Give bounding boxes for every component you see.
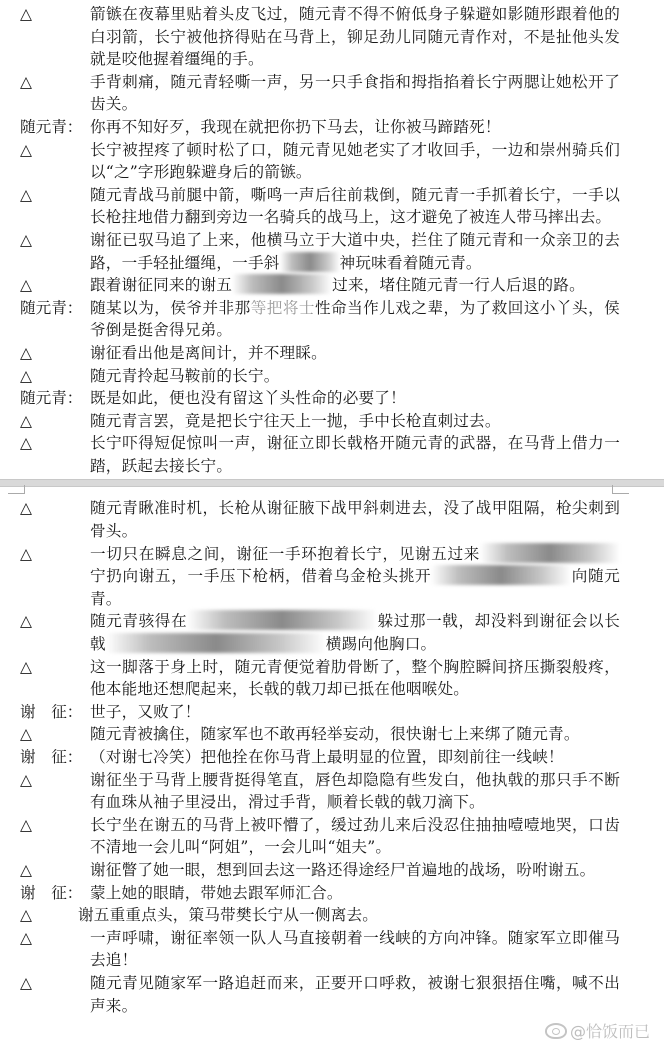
- action-marker-icon: △: [20, 434, 32, 453]
- dialogue-line: [0, 746, 620, 769]
- action-line: [0, 859, 620, 882]
- line-text: 宁扔向谢五，一手压下枪柄，借着乌金枪头挑开: [90, 567, 432, 586]
- action-marker-icon: △: [20, 499, 32, 518]
- line-text: 随元青被擒住，随家军也不敢再轻举妄动，很快谢七上来绑了随元青。: [90, 725, 580, 744]
- line-text: 一切只在瞬息之间，谢征一手环抱着长宁，见谢五过来: [90, 544, 480, 563]
- line-text: 长宁被捏疼了顿时松了口，随元青见她老实了才收回手，一边和崇州骑兵们以“之”字形跑躲避身后的箭镞。: [90, 140, 620, 182]
- line-text: 跟着谢征同来的谢五: [90, 276, 233, 295]
- line-text: 手背刺痛，随元青轻嘶一声，另一只手食指和拇指掐着长宁两腮让她松开了齿关。: [90, 72, 620, 114]
- line-text: 箭镞在夜幕里贴着头皮飞过，随元青不得不俯低身子躲避如影随形跟着他的白羽箭，长宁被他挤得贴在马背上，铆足劲儿同随元青作对，不是扯他头发就是咬他握着缰绳的手。: [90, 5, 620, 69]
- dialogue-line: [0, 387, 620, 410]
- action-line: [0, 927, 620, 972]
- action-marker-icon: △: [20, 276, 32, 295]
- line-text: 谢征瞥了她一眼，想到回去这一路还得途经尸首遍地的战场，吩咐谢五。: [90, 860, 596, 879]
- speaker-label: 谢 征：: [20, 702, 83, 721]
- line-text: 谢征已驭马追了上来，他横马立于大道中央，拦住了随元青和一众亲卫的去路，一手轻扯缰绳，一手斜: [90, 230, 620, 272]
- line-text: 谢征看出他是离间计，并不理睬。: [90, 343, 327, 362]
- redacted-blur: [232, 274, 332, 294]
- line-text: 向随元青。: [90, 567, 620, 608]
- action-line: [0, 274, 620, 297]
- action-marker-icon: △: [20, 770, 32, 789]
- action-line: [0, 3, 620, 71]
- action-marker-icon: △: [20, 725, 32, 744]
- action-line: [0, 904, 620, 927]
- line-text: 你再不知好歹，我现在就把你扔下马去，让你被马蹄踏死！: [90, 117, 501, 136]
- action-line: [0, 229, 620, 274]
- dialogue-line: [0, 116, 620, 139]
- line-text: 躲过那一戟，却没料到谢征会以长戟: [90, 612, 620, 654]
- line-text: 随元青言罢，竟是把长宁往天上一抛，手中长枪直刺过去。: [90, 411, 501, 430]
- document-page-1: [0, 0, 664, 477]
- line-text: 随元青见随家军一路追赶而来，正要开口呼救，被谢七狠狠捂住嘴，喊不出声来。: [90, 973, 620, 1015]
- line-text: 性命当作儿戏之辈，为了救回这小丫头，侯爷倒是挺舍得兄弟。: [90, 298, 620, 340]
- speaker-label: 随元青：: [20, 117, 83, 136]
- action-line: [0, 71, 620, 116]
- dialogue-line: [0, 297, 620, 342]
- faded-text: 等把将士: [250, 298, 315, 317]
- speaker-label: 随元青：: [20, 298, 83, 317]
- speaker-label: 谢 征：: [20, 748, 83, 766]
- watermark: [0, 1017, 650, 1046]
- line-text: 神玩味看着随元青。: [339, 253, 482, 272]
- redacted-blur: [480, 543, 620, 563]
- line-text: （对谢七冷笑）把他拴在你马背上最明显的位置，即刻前往一线峡！: [90, 748, 564, 766]
- action-marker-icon: △: [20, 185, 32, 204]
- action-line: [0, 365, 620, 388]
- line-text: 随元青拎起马鞍前的长宁。: [90, 366, 280, 385]
- action-marker-icon: △: [20, 343, 32, 362]
- action-line: [0, 814, 620, 859]
- document-page-2: [0, 493, 664, 1017]
- line-text: 世子，又败了！: [90, 702, 201, 721]
- action-line: [0, 342, 620, 365]
- action-line: [0, 139, 620, 184]
- line-text: 横踢向他胸口。: [325, 635, 437, 654]
- action-marker-icon: △: [20, 657, 32, 676]
- action-marker-icon: △: [20, 366, 32, 385]
- redacted-blur: [187, 610, 377, 630]
- action-line: [0, 543, 620, 611]
- redacted-blur: [431, 565, 571, 585]
- action-marker-icon: △: [20, 72, 32, 91]
- action-line: [0, 972, 620, 1017]
- action-marker-icon: △: [20, 140, 32, 159]
- action-line: [0, 769, 620, 814]
- action-marker-icon: △: [20, 544, 32, 563]
- line-text: 谢征坐于马背上腰背挺得笔直，唇色却隐隐有些发白，他执戟的那只手不断有血珠从袖子里浸出，滑过手背，顺着长戟的戟刀滴下。: [90, 770, 620, 812]
- action-line: [0, 610, 620, 655]
- redacted-blur: [280, 252, 340, 272]
- redacted-blur: [106, 633, 326, 653]
- action-line: [0, 497, 620, 542]
- action-marker-icon: △: [20, 860, 32, 879]
- action-line: [0, 432, 620, 477]
- action-marker-icon: △: [20, 973, 32, 992]
- action-line: [0, 410, 620, 433]
- line-text: 随元青骇得在: [90, 612, 188, 631]
- line-text: 一声呼啸，谢征率领一队人马直接朝着一线峡的方向冲锋。随家军立即催马去追！: [90, 928, 620, 970]
- line-text: 随某以为，侯爷并非那: [90, 298, 251, 317]
- page-separator: [0, 479, 664, 487]
- action-marker-icon: △: [20, 928, 32, 947]
- action-line: [0, 656, 620, 701]
- action-line: [0, 184, 620, 229]
- speaker-label: 随元青：: [20, 389, 83, 408]
- action-marker-icon: △: [20, 815, 32, 834]
- line-text: 谢五重重点头，策马带樊长宁从一侧离去。: [78, 906, 379, 925]
- action-marker-icon: △: [20, 906, 32, 925]
- line-text: 随元青战马前腿中箭，嘶鸣一声后往前栽倒，随元青一手抓着长宁，一手以长枪拄地借力翻到旁边一名骑兵的战马上，这才避免了被连人带马摔出去。: [90, 185, 620, 227]
- speaker-label: 谢 征：: [20, 883, 83, 902]
- page-break: [0, 479, 664, 493]
- action-line: [0, 723, 620, 746]
- weibo-icon: [545, 1023, 567, 1039]
- dialogue-line: [0, 701, 620, 724]
- line-text: 随元青瞅准时机，长枪从谢征腋下战甲斜刺进去，没了战甲阻隔，枪尖刺到骨头。: [90, 499, 620, 541]
- line-text: 长宁坐在谢五的马背上被吓懵了，缓过劲儿来后没忍住抽抽噎噎地哭，口齿不清地一会儿叫“阿姐”，一会儿叫“姐夫”。: [90, 815, 620, 857]
- line-text: 长宁吓得短促惊叫一声，谢征立即长戟格开随元青的武器，在马背上借力一踏，跃起去接长宁。: [90, 434, 620, 475]
- watermark-text: @恰饭而已: [569, 1022, 650, 1042]
- action-marker-icon: △: [20, 230, 32, 249]
- action-marker-icon: △: [20, 5, 32, 23]
- action-marker-icon: △: [20, 411, 32, 430]
- action-marker-icon: △: [20, 612, 32, 631]
- line-text: 这一脚落于身上时，随元青便觉着肋骨断了，整个胸腔瞬间挤压撕裂般疼，他本能地还想爬起来，长戟的戟刀却已抵在他咽喉处。: [90, 657, 620, 699]
- line-text: 蒙上她的眼睛，带她去跟军师汇合。: [90, 883, 343, 902]
- dialogue-line: [0, 882, 620, 905]
- line-text: 既是如此，便也没有留这丫头性命的必要了！: [90, 389, 406, 408]
- line-text: 过来，堵住随元青一行人后退的路。: [332, 276, 585, 295]
